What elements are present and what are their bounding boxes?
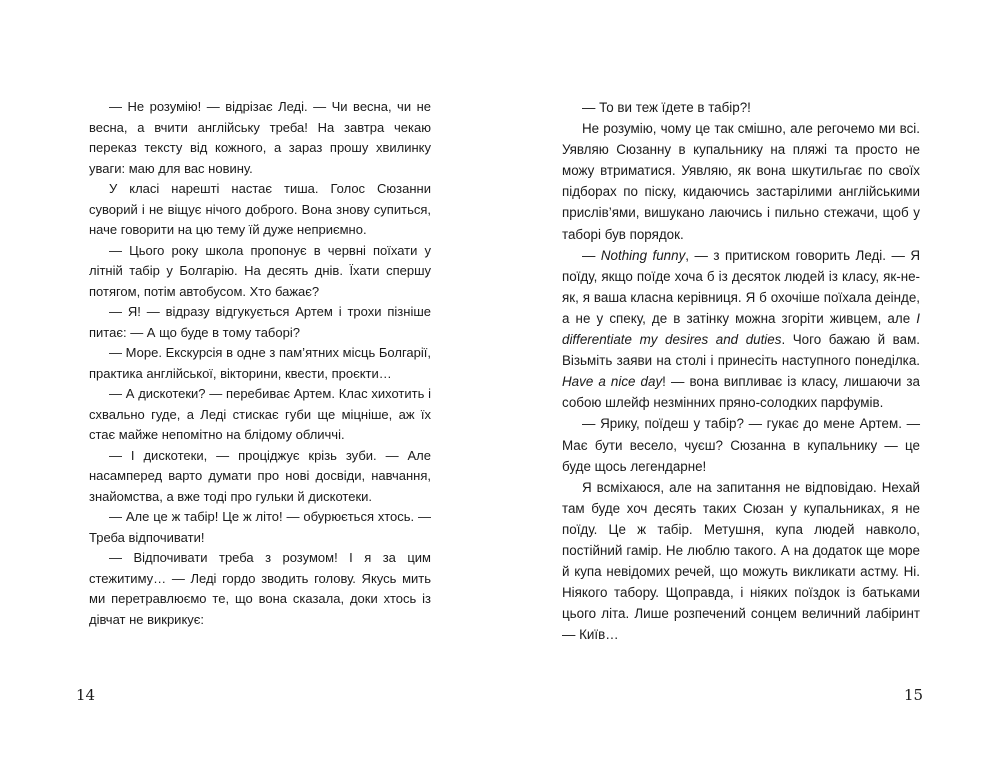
paragraph: — Цього року школа пропонує в червні поїхати у літній табір у Болгарію. На десять днів. Їхати спершу потягом, потім автобусом. Хто бажає? [89, 242, 431, 299]
left-page [89, 97, 431, 630]
english-phrase: Nothing funny [600, 247, 686, 263]
dialogue-dash: — [582, 247, 601, 263]
paragraph: — Не розумію! — відрізає Леді. — Чи весна, чи не весна, а вчити англійську треба! На завтра чекаю переказ тексту від кожного, а зараз прошу хвилинку уваги: маю для вас новину. [89, 99, 431, 176]
english-phrase: I differentiate my desires and duties [562, 310, 920, 348]
text-run: , — з притиском говорить Леді. — Я поїду, якщо поїде хоча б із десяток людей із класу, як-не-як, я ваша класна керівниця. Я б охочіше поїхала деінде, а не у спеку, де в затінку можна згоріти живцем, але [562, 247, 920, 326]
english-phrase: Have a nice day [562, 374, 663, 390]
paragraph: — Море. Екскурсія в одне з пам’ятних місць Болгарії, практика англійської, вікторини, квести, проєкти… [89, 345, 431, 381]
right-page [562, 97, 920, 645]
paragraph: У класі нарешті настає тиша. Голос Сюзанни суворий і не віщує нічого доброго. Вона знову супиться, наче говорити на цю тему їй дуже неприємно. [89, 181, 431, 237]
paragraph: — Я! — відразу відгукується Артем і трохи пізніше питає: — А що буде в тому таборі? [89, 304, 431, 340]
paragraph-with-english-phrases [562, 245, 920, 414]
paragraph: Я всміхаюся, але на запитання не відповідаю. Нехай там буде хоч десять таких Сюзан у купальниках, я не поїду. Це ж табір. Метушня, купа людей навколо, постійний гамір. Не люблю такого. А на додаток ще море й купа невідомих речей, що можуть викликати астму. Ні. Ніякого табору. Щоправда, і ніяких поїздок із батьками цього літа. Лише розпечений сонцем величний лабіринт — Київ… [562, 479, 920, 643]
page-number-right: 15 [904, 686, 924, 704]
text-run: . Чого бажаю й вам. Візьміть заяви на столі і принесіть наступного понеділка. [562, 332, 920, 369]
paragraph: — Ярику, поїдеш у табір? — гукає до мене Артем. — Має бути весело, чуєш? Сюзанна в купальнику — це буде щось легендарне! [562, 416, 920, 474]
paragraph: — Але це ж табір! Це ж літо! — обурюється хтось. — Треба відпочивати! [89, 509, 431, 545]
paragraph: — То ви теж їдете в табір?! [582, 100, 751, 115]
page-number-left: 14 [76, 686, 96, 704]
paragraph: — А дискотеки? — перебиває Артем. Клас хихотить і схвально гуде, а Леді стискає губи ще міцніше, аж їх стає майже непомітно на блідому обличчі. [89, 386, 431, 442]
paragraph: Не розумію, чому це так смішно, але регочемо ми всі. Уявляю Сюзанну в купальнику на пляжі та просто не можу втриматися. Уявляю, як вона шкутильгає по своїх підборах по піску, кидаючись застарілими англійськими прислів’ями, вишукано лаючись і пильно стежачи, щоб у таборі був порядок. [562, 121, 920, 242]
paragraph: — І дискотеки, — проціджує крізь зуби. — Але насамперед варто думати про нові досвіди, навчання, знайомства, а вже тоді про гульки й дискотеки. [89, 447, 431, 504]
paragraph: — Відпочивати треба з розумом! І я за цим стежитиму… — Леді гордо зводить голову. Якусь мить ми перетравлюємо те, що вона сказала, доки хтось із дівчат не викрикує: [89, 550, 431, 627]
text-run: ! — вона випливає із класу, лишаючи за собою шлейф незмінних пряно-солодких парфумів. [562, 374, 920, 411]
